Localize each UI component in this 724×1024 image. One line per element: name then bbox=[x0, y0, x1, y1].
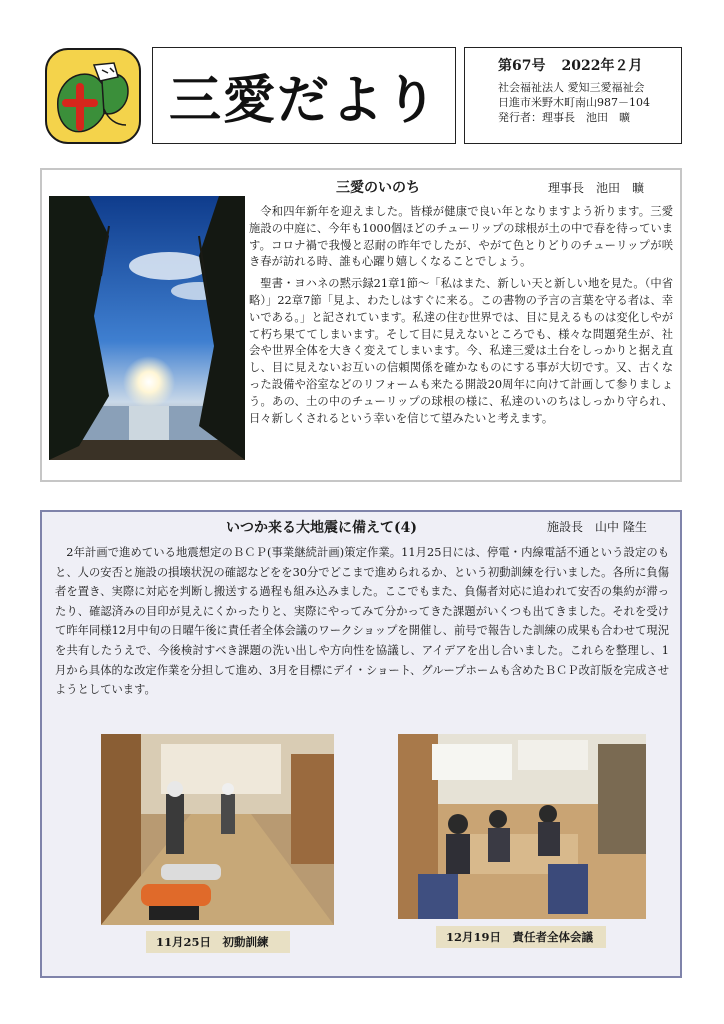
photo-caption-meeting: 12月19日 責任者全体会議 bbox=[436, 926, 606, 948]
sunset-lake-photo bbox=[49, 196, 245, 460]
section2-title: いつか来る大地震に備えて(4) bbox=[226, 520, 417, 536]
issue-info-box bbox=[464, 47, 682, 144]
section2-paragraph: 2年計画で進めている地震想定のＢＣＰ(事業継続計画)策定作業。11月25日には、停電・内線電話不通という設定のもと、人の安否と施設の損壊状況の確認などをを30分でどこまで進められるか、という初動訓練を行いました。各所に負傷者を置き、実際に対応を判断し搬送する過程も組み込みました。ここでもまた、負傷者対応に追われて安否の集約が滞ったり、確認済みの目印が見えにくかったりと、実際にやってみて分かってきた課題がいくつも出てきました。それを受けて昨年同様12月中旬の日曜午後に責任者全体会議のワークショップを開催し、前号で報告した訓練の成果も合わせて現況を共有したうえで、今後検討すべき課題の洗い出しや方向性を協議し、アイデアを出し合いました。これらを整理し、1月から具体的な改定作業を分担して進め、3月を目標にデイ・ショート、グループホームも含めたＢＣＰ改訂版を完成させようとしています。 bbox=[55, 546, 669, 697]
sanai-logo bbox=[44, 47, 142, 145]
issue-line bbox=[498, 59, 681, 74]
issue-number: 第67号 bbox=[498, 58, 546, 74]
section1-paragraph: 令和四年新年を迎えました。皆様が健康で良い年となりますよう祈ります。三愛施設の中庭に、今年も1000個ほどのチューリップの球根が土の中で春を待っています。コロナ禍で我慢と忍耐の昨年でしたが、やがて色とりどりのチューリップが咲き春が訪れる時、誰も心躍り嬉しくなることでしょう。 bbox=[249, 205, 673, 269]
photo-caption-drill: 11月25日 初動訓練 bbox=[146, 931, 290, 953]
organization-address: 日進市米野木町南山987－104 bbox=[498, 96, 650, 109]
section1-paragraph: 聖書・ヨハネの黙示録21章1節～「私はまた、新しい天と新しい地を見た。（中省略）」22章7節「見よ、わたしはすぐに来る。この書物の予言の言葉を守る者は、幸いである。」と記されています。私達の住む世界では、目に見えるものは変化しやがて朽ち果ててしまいます。そして目に見えないところでも、様々な問題発生が、社会や世界全体を大きく変えてしまいます。今、私達三愛は土台をしっかりと据え直し、目に見えないお互いの信頼関係を確かなものにする事が大切です。又、古くなった設備や浴室などのリフォームも来たる開設20周年に向けて計画して参りましょう。あの、土の中のチューリップの球根の様に、私達のいのちはしっかり守られ、日々新しくされるという幸いを信じて望みたいと考えます。 bbox=[249, 277, 673, 425]
section1-body bbox=[249, 204, 673, 432]
title-box bbox=[152, 47, 456, 144]
section2-body bbox=[55, 543, 669, 700]
meeting-photo bbox=[398, 734, 646, 919]
issue-date: 2022年２月 bbox=[561, 58, 643, 74]
section1-author: 理事長 池田 曠 bbox=[548, 181, 645, 195]
drill-training-photo bbox=[101, 734, 334, 925]
publisher: 発行者：理事長 池田 曠 bbox=[498, 111, 630, 124]
section2-author: 施設長 山中 隆生 bbox=[547, 520, 647, 534]
organization-name: 社会福祉法人 愛知三愛福祉会 bbox=[498, 81, 645, 94]
newsletter-title: 三愛だより bbox=[168, 71, 439, 131]
section1-title: 三愛のいのち bbox=[336, 180, 420, 196]
